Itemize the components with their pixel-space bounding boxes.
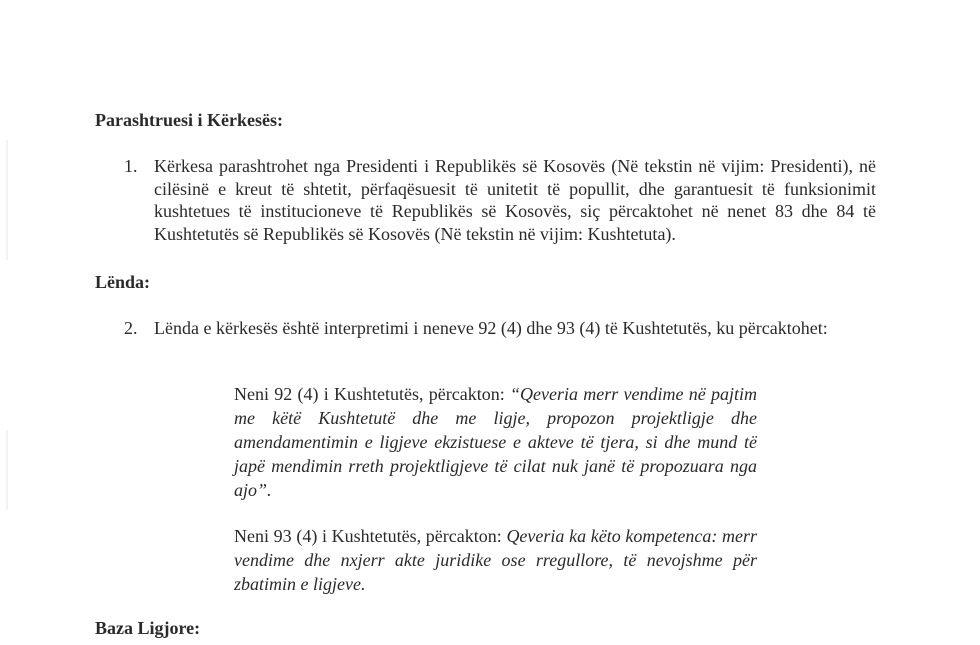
quote-lead: Neni 93 (4) i Kushtetutës, përcakton: [234,526,507,546]
numbered-paragraph-2 [124,317,876,340]
quote-citation: “Qeveria merr vendime në pajtim me këtë Kushtetutë dhe me ligje, propozon projektligje dhe amendamentimin e ligjeve ekzistuese e akteve të tjera, si dhe mund të japë mendimin rreth projektligjeve të cilat nuk janë të propozuara nga ajo”. [234,384,757,500]
paragraph-number: 2. [124,318,138,338]
quote-lead: Neni 92 (4) i Kushtetutës, përcakton: [234,384,510,404]
quote-citation: Qeveria ka këto kompetenca: merr vendime dhe nxjerr akte juridike ose rregullore, të nevojshme për zbatimin e ligjeve. [234,526,757,594]
paragraph-number: 1. [124,156,138,176]
numbered-paragraph-1 [124,155,876,245]
scan-margin-shadow [6,140,8,260]
paragraph-text: Lënda e kërkesës është interpretimi i neneve 92 (4) dhe 93 (4) të Kushtetutës, ku përcaktohet: [154,318,828,338]
quote-article-92 [234,382,757,502]
quote-article-93 [234,524,757,596]
paragraph-text: Kërkesa parashtrohet nga Presidenti i Republikës së Kosovës (Në tekstin në vijim: Presidenti), në cilësinë e kreut të shtetit, përfaqësuesit të unitetit të popullit, dhe garantuesit të funksionimit kushtetues të institucioneve të Republikës së Kosovës, siç përcaktohet në nenet 83 dhe 84 të Kushtetutës së Republikës së Kosovës (Në tekstin në vijim: Kushtetuta). [154,156,876,244]
scan-margin-shadow [6,430,8,510]
applicant-heading: Parashtruesi i Kërkesës: [95,110,283,130]
subject-heading: Lënda: [95,272,151,292]
legal-basis-heading: Baza Ligjore: [95,618,201,638]
